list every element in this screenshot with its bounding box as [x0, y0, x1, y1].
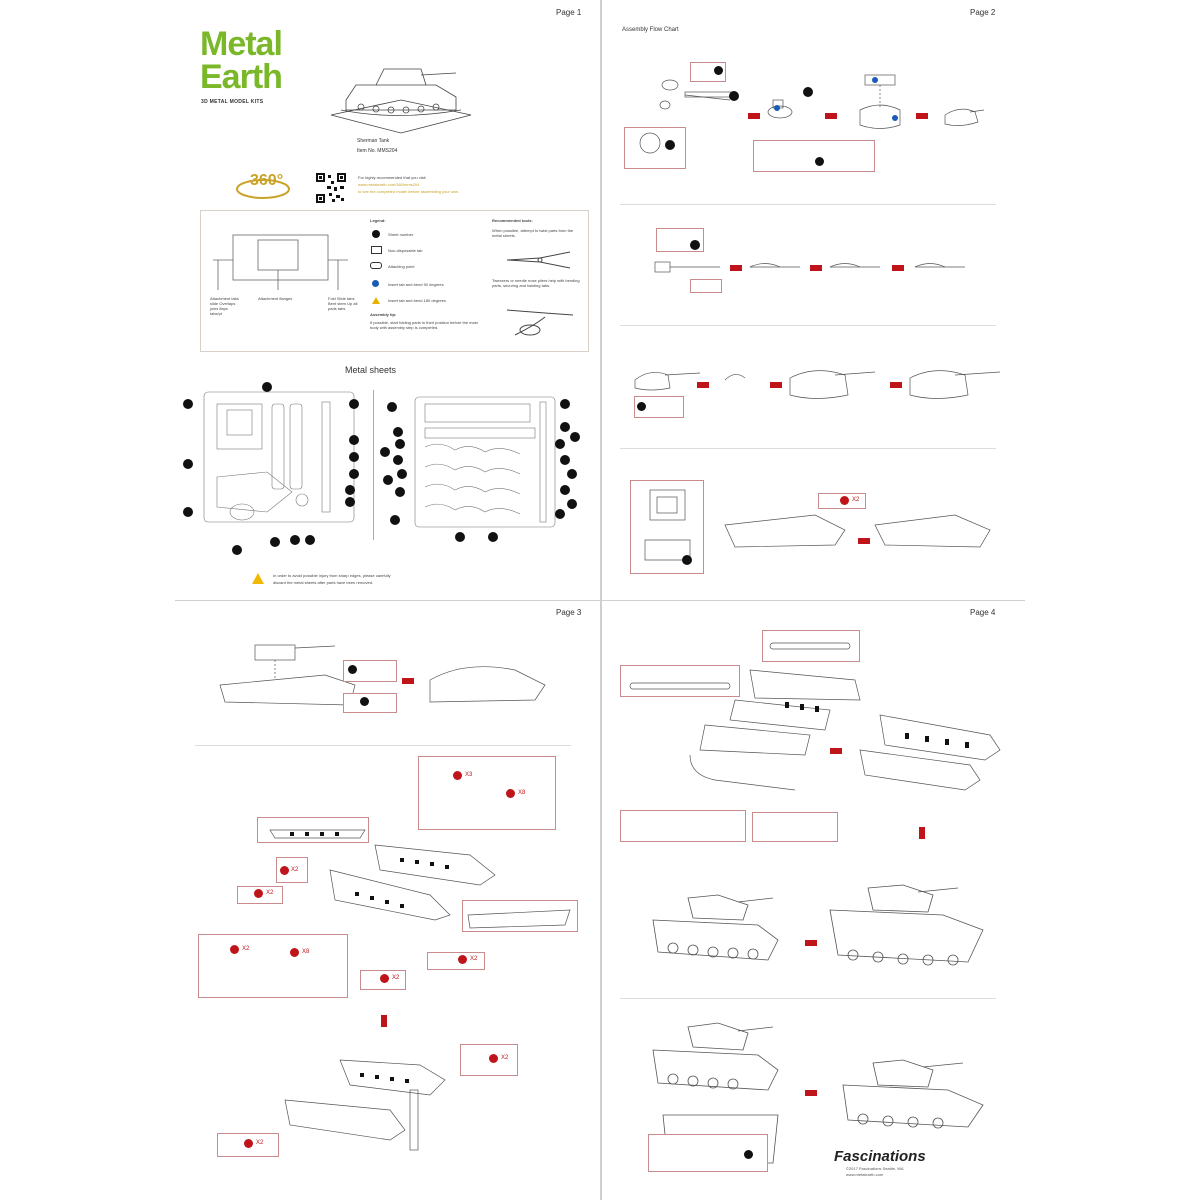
page3-tank-exploded — [260, 820, 580, 950]
step1-result-turret — [940, 100, 985, 130]
step4-hull-drawing — [635, 485, 995, 570]
arrow-icon-2 — [825, 113, 837, 119]
warning-line-2: discard the metal sheets after parts have been removed. — [273, 580, 374, 585]
note-line-3: to see the completed model before assembling your own. — [358, 189, 460, 194]
step4-quantity: X2 — [852, 497, 860, 503]
metal-sheet-b — [380, 392, 595, 552]
page4-separator — [620, 998, 996, 999]
step-separator-3 — [620, 448, 996, 449]
fascinations-logo: Fascinations — [834, 1148, 926, 1165]
diagram-label-center: Attachment flanges — [258, 296, 293, 301]
legend-item-1: Sheet number — [388, 232, 414, 237]
qty-icon-10 — [244, 1139, 253, 1148]
page3-tank-final — [280, 1055, 480, 1155]
page4-tank-pair — [648, 880, 988, 980]
tools-text: When possible, attempt to twist parts from the metal sheets. — [492, 228, 574, 238]
page4-track-box-bottom-right — [752, 812, 838, 842]
down-arrow-icon-2 — [919, 827, 925, 839]
step4-qty-icon — [840, 496, 849, 505]
page3-suspension-box — [198, 934, 348, 998]
qty-icon-1 — [453, 771, 462, 780]
tools-heading: Recommended tools: — [492, 218, 533, 223]
tab-icon — [371, 246, 382, 254]
step1-part-number-icon — [714, 66, 723, 75]
pliers-icon — [505, 250, 575, 270]
step1-parts-drawing — [630, 75, 745, 165]
step-separator-1 — [620, 204, 996, 205]
tank-cover-illustration — [326, 55, 476, 135]
quantity-7: X2 — [470, 956, 478, 962]
note-line-1: For highly recommended that you visit — [358, 175, 426, 180]
page4-final-tanks — [648, 1015, 988, 1145]
step1-subassembly — [765, 82, 815, 122]
legend-item-3: Attaching point — [388, 264, 415, 269]
quantity-3: X2 — [291, 867, 299, 873]
quantity-5: X2 — [242, 946, 250, 952]
arrow-icon-9 — [890, 382, 902, 388]
step1-turret-assembly — [855, 70, 915, 135]
model-name: Sherman Tank — [357, 138, 390, 144]
warning-line-1: In order to avoid possible injury from sharp edges, please carefully — [273, 573, 391, 578]
legend-item-4: Insert tab and bend 90 degrees — [388, 282, 444, 287]
qty-icon-3 — [280, 866, 289, 875]
flow-chart-title: Assembly Flow Chart — [622, 27, 679, 33]
arrow-icon-7 — [697, 382, 709, 388]
arrow-icon-14 — [805, 1090, 817, 1096]
arrow-icon-5 — [810, 265, 822, 271]
quantity-2: X8 — [518, 790, 526, 796]
sheet-number-icon — [372, 230, 380, 238]
page4-number-icon — [744, 1150, 753, 1159]
page3-number-icon-a — [348, 665, 357, 674]
brand-subtitle: 3D METAL MODEL KITS — [201, 99, 264, 105]
assembly-tip-heading: Assembly tip: — [370, 312, 397, 317]
arrow-icon-6 — [892, 265, 904, 271]
metal-sheet-a — [182, 382, 372, 552]
footer-line-1: ©2017 Fascinations Seattle, WA — [846, 1166, 904, 1171]
page-2-label: Page 2 — [970, 8, 996, 17]
diagram-label-right: Fold Slide tabs Bent stem Up all pads tabs — [328, 296, 358, 311]
warning-icon — [252, 573, 264, 584]
quantity-6: X8 — [302, 949, 310, 955]
arrow-icon-12 — [830, 748, 842, 754]
arrow-icon-4 — [730, 265, 742, 271]
sheet-divider — [373, 390, 374, 540]
qty-icon-7 — [458, 955, 467, 964]
assembly-tip-text: If possible, start folding parts in their position before the main body with assembly step is completed. — [370, 320, 478, 330]
metal-earth-logo — [200, 25, 282, 96]
metal-sheets-title: Metal sheets — [345, 365, 397, 375]
down-arrow-icon-1 — [381, 1015, 387, 1027]
arrow-icon-8 — [770, 382, 782, 388]
page3-number-icon-b — [360, 697, 369, 706]
arrow-icon-1 — [748, 113, 760, 119]
note-line-2: www.metalearth.com/360/mms204 — [358, 182, 420, 187]
qty-icon-8 — [380, 974, 389, 983]
quantity-10: X2 — [256, 1140, 264, 1146]
page4-track-box-bottom-left — [620, 810, 746, 842]
diagram-label-left: Attachment tabs slide Overlaps joins flaps tabs/pt — [210, 296, 239, 316]
horizontal-fold-line — [175, 600, 1025, 601]
arrow-icon-13 — [805, 940, 817, 946]
page-1-label: Page 1 — [556, 8, 582, 17]
brand-line-2: Earth — [200, 58, 282, 96]
legend-item-5: Insert tab and bend 180 degrees — [388, 298, 446, 303]
step1-hull-part-box — [753, 140, 875, 172]
quantity-9: X2 — [501, 1055, 509, 1061]
attaching-point-icon — [370, 262, 382, 269]
step2-gun-drawing — [650, 240, 990, 285]
legend-heading: Legend: — [370, 218, 386, 223]
arrow-icon-3 — [916, 113, 928, 119]
arrow-icon-10 — [858, 538, 870, 544]
quantity-8: X2 — [392, 975, 400, 981]
qty-icon-6 — [290, 948, 299, 957]
qr-code-icon — [316, 173, 346, 203]
step3-number-icon — [637, 402, 646, 411]
legend-item-2: Non-disposable tab — [388, 248, 423, 253]
page3-part-box-b — [343, 693, 397, 713]
step3-turret-drawing — [630, 360, 1005, 415]
page3-separator — [195, 745, 571, 746]
qty-icon-2 — [506, 789, 515, 798]
arrow-icon-11 — [402, 678, 414, 684]
qty-icon-9 — [489, 1054, 498, 1063]
quantity-1: X3 — [465, 772, 473, 778]
page-4-label: Page 4 — [970, 608, 996, 617]
tab-diagram — [208, 225, 358, 305]
step1-hull-number-icon — [815, 157, 824, 166]
tools-text-2: Tweezers or needle nose pliers help with bending parts, securing and twisting tabs. — [492, 278, 580, 288]
model-item-number: Item No. MMS204 — [357, 148, 398, 154]
bend-180-icon — [372, 297, 380, 304]
qty-icon-4 — [254, 889, 263, 898]
step-separator-2 — [620, 325, 996, 326]
brand-line-1: Metal — [200, 25, 282, 63]
page3-wheel-box — [418, 756, 556, 830]
quantity-4: X2 — [266, 890, 274, 896]
footer-line-2: www.metalearth.com — [846, 1172, 884, 1177]
qty-icon-5 — [230, 945, 239, 954]
needle-nose-pliers-icon — [505, 305, 575, 340]
360-label: 360° — [250, 172, 284, 189]
page-3-label: Page 3 — [556, 608, 582, 617]
bend-90-icon — [372, 280, 379, 287]
